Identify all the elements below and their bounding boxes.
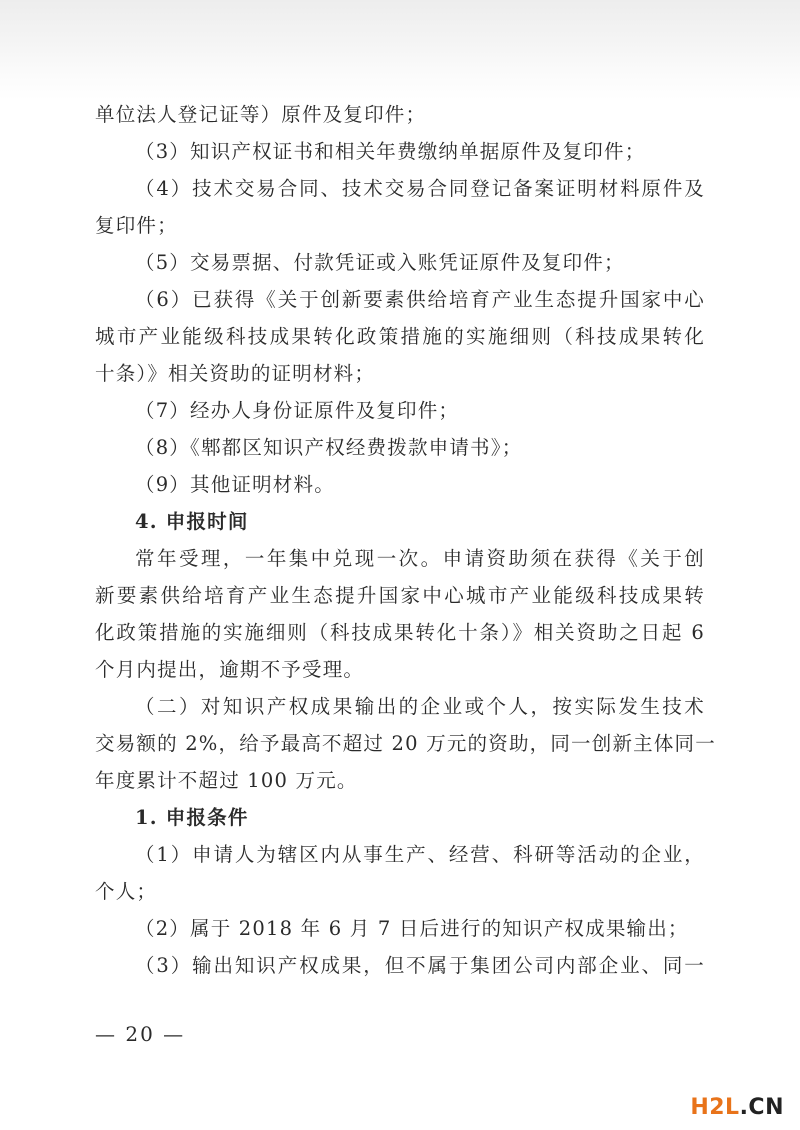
text-line: （2）属于 2018 年 6 月 7 日后进行的知识产权成果输出； — [135, 917, 689, 940]
text-line: （二）对知识产权成果输出的企业或个人，按实际发生技术 — [135, 695, 705, 718]
section-heading: 4. 申报时间 — [135, 510, 249, 533]
text-line: （9）其他证明材料。 — [135, 473, 335, 496]
text-line: 化政策措施的实施细则（科技成果转化十条）》相关资助之日起 6 — [95, 621, 705, 644]
text-line: 新要素供给培育产业生态提升国家中心城市产业能级科技成果转 — [95, 584, 705, 607]
text-line: 十条）》相关资助的证明材料； — [95, 362, 376, 385]
text-line: 复印件； — [95, 214, 178, 237]
text-line: （4）技术交易合同、技术交易合同登记备案证明材料原件及 — [135, 177, 705, 200]
page-number: — 20 — — [95, 1022, 186, 1046]
text-line: 交易额的 2%，给予最高不超过 20 万元的资助，同一创新主体同一 — [95, 732, 716, 755]
text-line: 单位法人登记证等）原件及复印件； — [95, 103, 427, 126]
text-line: 城市产业能级科技成果转化政策措施的实施细则（科技成果转化 — [95, 325, 705, 348]
text-line: （1）申请人为辖区内从事生产、经营、科研等活动的企业， — [135, 843, 705, 866]
watermark-part-b: .CN — [739, 1095, 784, 1120]
watermark-part-a: H2L — [690, 1095, 740, 1120]
section-heading: 1. 申报条件 — [135, 806, 249, 829]
text-line: 年度累计不超过 100 万元。 — [95, 769, 358, 792]
watermark-logo — [690, 1095, 784, 1120]
text-line: 常年受理，一年集中兑现一次。申请资助须在获得《关于创 — [135, 547, 705, 570]
body-text — [95, 96, 716, 984]
text-line: （7）经办人身份证原件及复印件； — [135, 399, 460, 422]
text-line: （3）知识产权证书和相关年费缴纳单据原件及复印件； — [135, 140, 646, 163]
text-line: （3）输出知识产权成果，但不属于集团公司内部企业、同一 — [135, 954, 705, 977]
text-line: （5）交易票据、付款凭证或入账凭证原件及复印件； — [135, 251, 625, 274]
text-line: 个人； — [95, 880, 158, 903]
text-line: （6）已获得《关于创新要素供给培育产业生态提升国家中心 — [135, 288, 705, 311]
text-line: 个月内提出，逾期不予受理。 — [95, 658, 365, 681]
text-line: （8）《郫都区知识产权经费拨款申请书》； — [135, 436, 523, 459]
